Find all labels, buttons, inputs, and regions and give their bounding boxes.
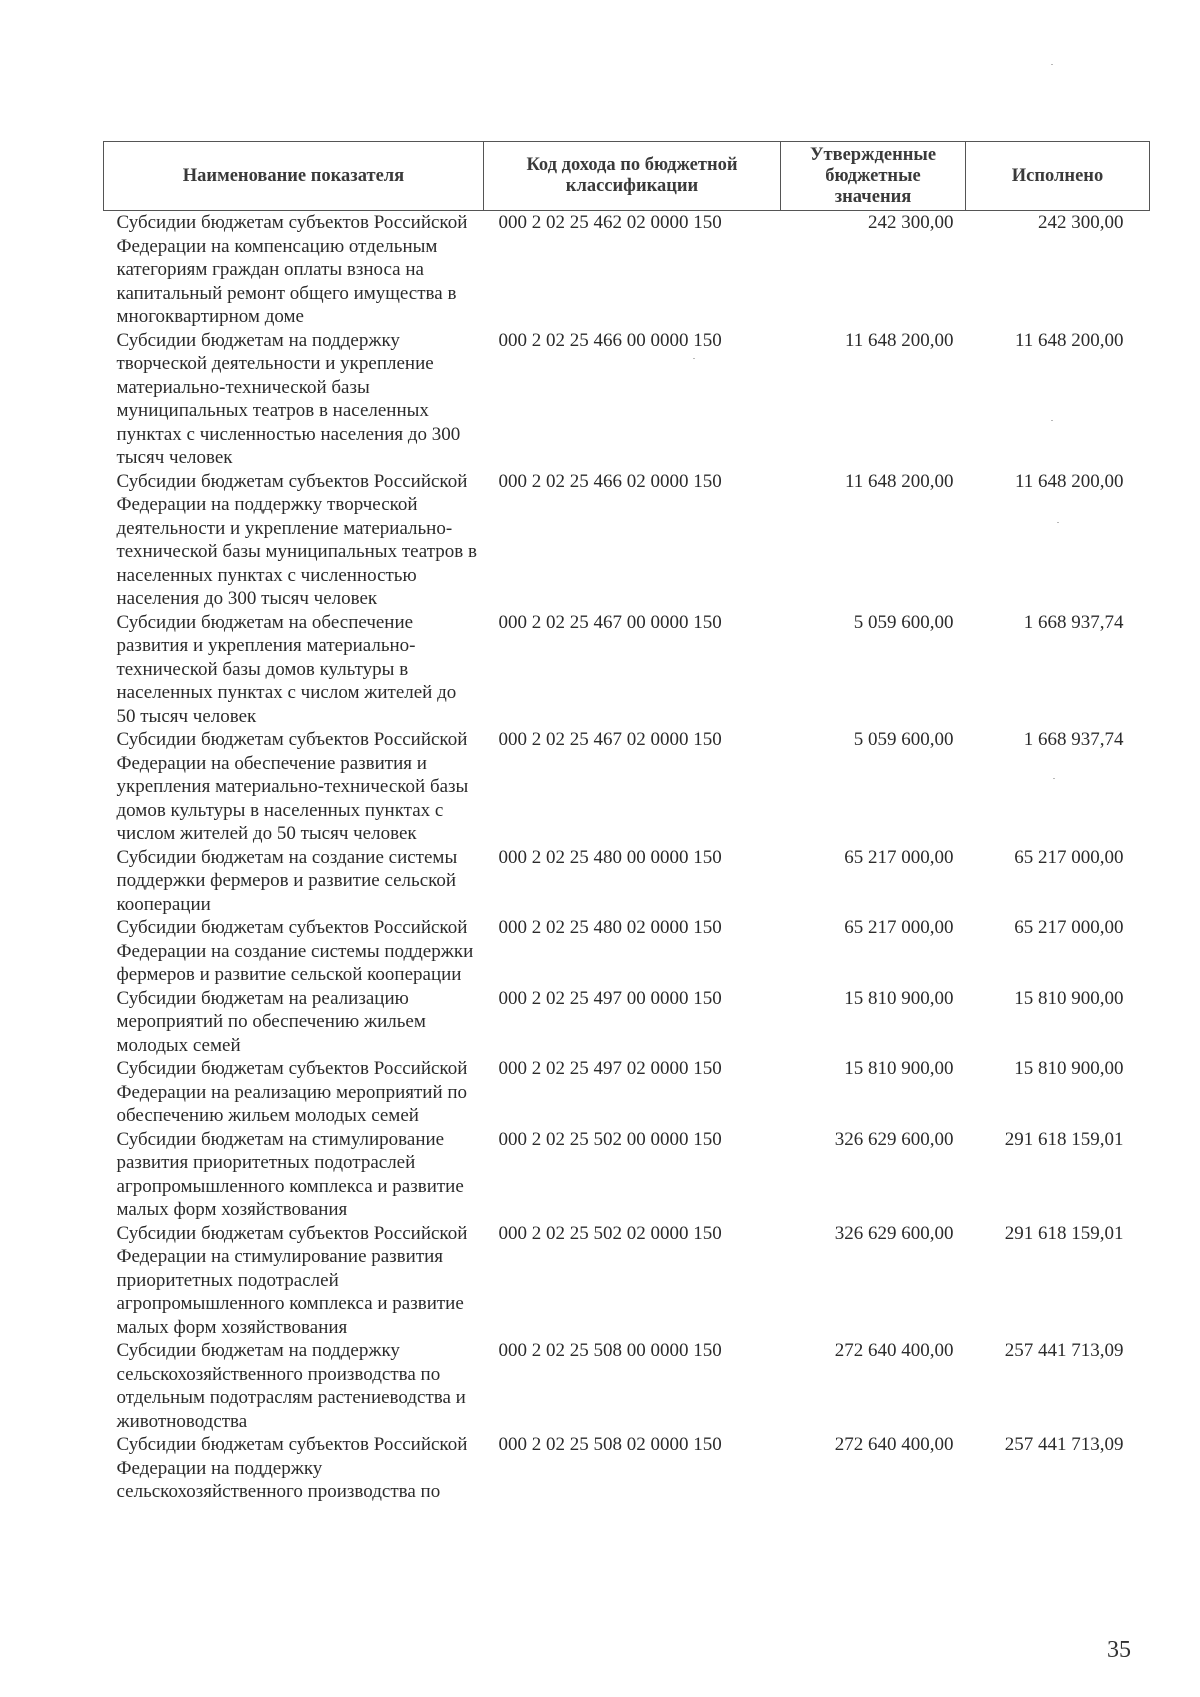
row-executed-value: 257 441 713,09	[1004, 1340, 1124, 1361]
row-executed-value: 11 648 200,00	[1014, 329, 1124, 351]
row-approved-value: 242 300,00	[868, 212, 954, 233]
row-approved-value: 11 648 200,00	[844, 470, 954, 492]
table-row	[104, 846, 1150, 917]
page-number: 35	[1107, 1637, 1131, 1663]
row-executed-value: 291 618 159,01	[1004, 1128, 1124, 1150]
row-indicator-name: Субсидии бюджетам субъектов Российской Федерации на компенсацию отдельным категориям граждан оплаты взноса на капитальный ремонт общего имущества в многоквартирном доме	[116, 212, 468, 327]
row-approved-value: 15 810 900,00	[844, 987, 954, 1009]
table-header-row	[104, 142, 1150, 211]
header-income-code: Код дохода по бюджетной классификации	[484, 142, 781, 211]
row-executed-value: 1 668 937,74	[1023, 611, 1124, 633]
row-indicator-name: Субсидии бюджетам на создание системы поддержки фермеров и развитие сельской кооперации	[116, 846, 458, 915]
row-indicator-name: Субсидии бюджетам на обеспечение развития и укрепления материально-технической базы домов культуры в населенных пунктах с числом жителей до 50 тысяч человек	[116, 611, 457, 727]
table-row	[104, 1128, 1150, 1222]
row-income-code: 000 2 02 25 497 02 0000 150	[498, 1058, 722, 1079]
row-indicator-name: Субсидии бюджетам субъектов Российской Федерации на обеспечение развития и укрепления материально-технической базы домов культуры в населенных пунктах с числом жителей до 50 тысяч человек	[116, 729, 469, 844]
row-indicator-name: Субсидии бюджетам на поддержку творческой деятельности и укрепление материально-технической базы муниципальных театров в населенных пунктах с численностью населения до 300 тысяч человек	[116, 329, 461, 468]
row-executed-value: 257 441 713,09	[1004, 1434, 1124, 1455]
row-income-code: 000 2 02 25 502 00 0000 150	[498, 1128, 722, 1150]
table-row	[104, 728, 1150, 846]
row-executed-value: 242 300,00	[1038, 212, 1124, 233]
row-executed-value: 1 668 937,74	[1023, 729, 1124, 750]
row-approved-value: 326 629 600,00	[834, 1222, 954, 1244]
table-row	[104, 611, 1150, 729]
row-indicator-name: Субсидии бюджетам субъектов Российской Федерации на стимулирование развития приоритетных подотраслей агропромышленного комплекса и развитие малых форм хозяйствования	[116, 1222, 468, 1338]
row-income-code: 000 2 02 25 508 02 0000 150	[498, 1434, 722, 1455]
row-income-code: 000 2 02 25 462 02 0000 150	[498, 212, 722, 233]
row-approved-value: 65 217 000,00	[844, 846, 954, 868]
header-indicator-name: Наименование показателя	[104, 142, 484, 211]
row-income-code: 000 2 02 25 502 02 0000 150	[498, 1222, 722, 1244]
table-row	[104, 1339, 1150, 1433]
row-approved-value: 326 629 600,00	[834, 1128, 954, 1150]
scan-speck	[1051, 64, 1053, 65]
table-row	[104, 1433, 1150, 1504]
row-executed-value: 65 217 000,00	[1014, 917, 1124, 938]
row-income-code: 000 2 02 25 466 02 0000 150	[498, 470, 722, 492]
row-indicator-name: Субсидии бюджетам на поддержку сельскохозяйственного производства по отдельным подотраслям растениеводства и животноводства	[116, 1340, 466, 1432]
row-approved-value: 272 640 400,00	[834, 1434, 954, 1455]
table-row	[104, 1222, 1150, 1340]
row-indicator-name: Субсидии бюджетам субъектов Российской Федерации на реализацию мероприятий по обеспечению жильем молодых семей	[116, 1058, 468, 1126]
table-row	[104, 470, 1150, 611]
row-income-code: 000 2 02 25 508 00 0000 150	[498, 1340, 722, 1361]
table-row	[104, 916, 1150, 987]
row-income-code: 000 2 02 25 466 00 0000 150	[498, 329, 722, 351]
row-approved-value: 272 640 400,00	[834, 1340, 954, 1361]
row-approved-value: 65 217 000,00	[844, 917, 954, 938]
row-indicator-name: Субсидии бюджетам субъектов Российской Федерации на поддержку сельскохозяйственного производства по	[116, 1434, 468, 1502]
row-approved-value: 5 059 600,00	[853, 729, 954, 750]
row-indicator-name: Субсидии бюджетам субъектов Российской Федерации на поддержку творческой деятельности и укрепление материально-технической базы муниципальных театров в населенных пунктах с численностью населения до 300 тысяч человек	[116, 470, 477, 609]
table-row	[104, 1057, 1150, 1128]
row-indicator-name: Субсидии бюджетам на стимулирование развития приоритетных подотраслей агропромышленного комплекса и развитие малых форм хозяйствования	[116, 1128, 464, 1220]
row-executed-value: 15 810 900,00	[1014, 987, 1124, 1009]
header-approved-values: Утвержденные бюджетные значения	[781, 142, 966, 211]
row-indicator-name: Субсидии бюджетам на реализацию мероприятий по обеспечению жильем молодых семей	[116, 987, 426, 1056]
budget-income-table	[103, 141, 1150, 1504]
header-executed: Исполнено	[966, 142, 1150, 211]
row-executed-value: 11 648 200,00	[1014, 470, 1124, 492]
row-income-code: 000 2 02 25 480 00 0000 150	[498, 846, 722, 868]
table-row	[104, 987, 1150, 1058]
row-indicator-name: Субсидии бюджетам субъектов Российской Федерации на создание системы поддержки фермеров и развитие сельской кооперации	[116, 917, 474, 985]
row-income-code: 000 2 02 25 467 00 0000 150	[498, 611, 722, 633]
row-executed-value: 15 810 900,00	[1014, 1058, 1124, 1079]
row-income-code: 000 2 02 25 467 02 0000 150	[498, 729, 722, 750]
row-executed-value: 65 217 000,00	[1014, 846, 1124, 868]
row-executed-value: 291 618 159,01	[1004, 1222, 1124, 1244]
table-row	[104, 329, 1150, 470]
row-approved-value: 11 648 200,00	[844, 329, 954, 351]
table-row	[104, 211, 1150, 329]
row-income-code: 000 2 02 25 480 02 0000 150	[498, 917, 722, 938]
row-income-code: 000 2 02 25 497 00 0000 150	[498, 987, 722, 1009]
row-approved-value: 5 059 600,00	[853, 611, 954, 633]
row-approved-value: 15 810 900,00	[844, 1058, 954, 1079]
